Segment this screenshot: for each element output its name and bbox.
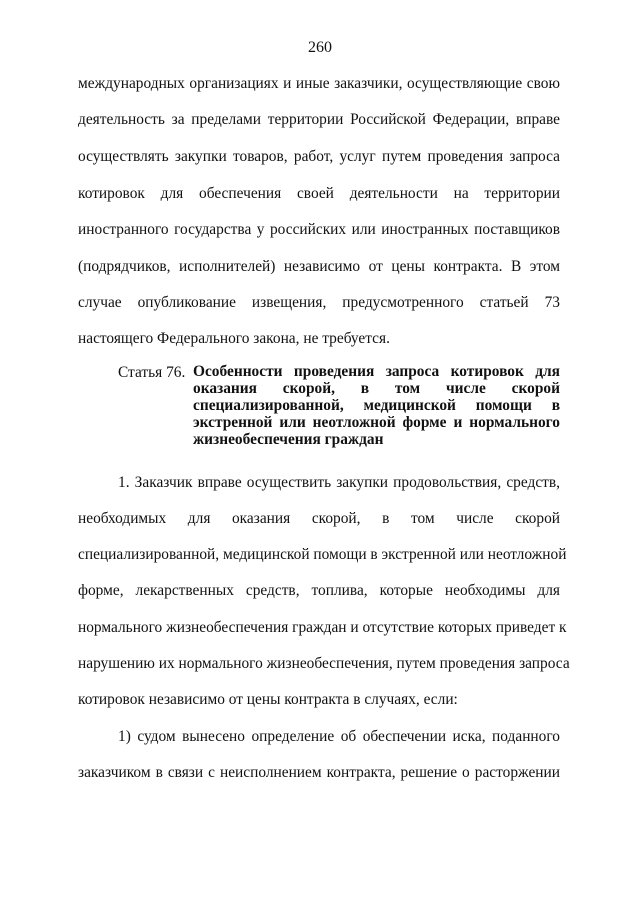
text-line: случае опубликование извещения, предусмотренного статьей 73	[78, 294, 560, 311]
text-line: нарушению их нормального жизнеобеспечения, путем проведения запроса	[78, 655, 570, 672]
text-line: нормального жизнеобеспечения граждан и отсутствие которых приведет к	[78, 619, 567, 636]
article-title	[193, 363, 560, 448]
text-line: котировок для обеспечения своей деятельности на территории	[78, 185, 560, 202]
text-line: котировок независимо от цены контракта в случаях, если:	[78, 691, 458, 708]
article-title-line: экстренной или неотложной форме и нормального	[193, 414, 560, 431]
text-line: специализированной, медицинской помощи в экстренной или неотложной	[78, 546, 567, 563]
article-title-line: Особенности проведения запроса котировок для	[193, 363, 560, 380]
article-label: Статья 76.	[118, 364, 186, 381]
text-line: (подрядчиков, исполнителей) независимо от цены контракта. В этом	[78, 258, 560, 275]
article-title-line: оказания скорой, в том числе скорой	[193, 380, 560, 397]
text-line: международных организациях и иные заказчики, осуществляющие свою	[78, 75, 560, 92]
text-line: 1) судом вынесено определение об обеспечении иска, поданного	[118, 728, 560, 745]
text-line: необходимых для оказания скорой, в том числе скорой	[78, 510, 560, 527]
page-number: 260	[308, 39, 332, 56]
text-line: настоящего Федерального закона, не требуется.	[78, 330, 390, 347]
text-line: иностранного государства у российских или иностранных поставщиков	[78, 221, 560, 238]
text-line: деятельность за пределами территории Российской Федерации, вправе	[78, 111, 560, 128]
article-title-line: жизнеобеспечения граждан	[193, 431, 384, 448]
text-line: 1. Заказчик вправе осуществить закупки продовольствия, средств,	[118, 474, 560, 491]
text-line: заказчиком в связи с неисполнением контракта, решение о расторжении	[78, 764, 560, 781]
text-line: осуществлять закупки товаров, работ, услуг путем проведения запроса	[78, 148, 560, 165]
article-title-line: специализированной, медицинской помощи в	[193, 397, 560, 414]
text-line: форме, лекарственных средств, топлива, которые необходимы для	[78, 582, 560, 599]
